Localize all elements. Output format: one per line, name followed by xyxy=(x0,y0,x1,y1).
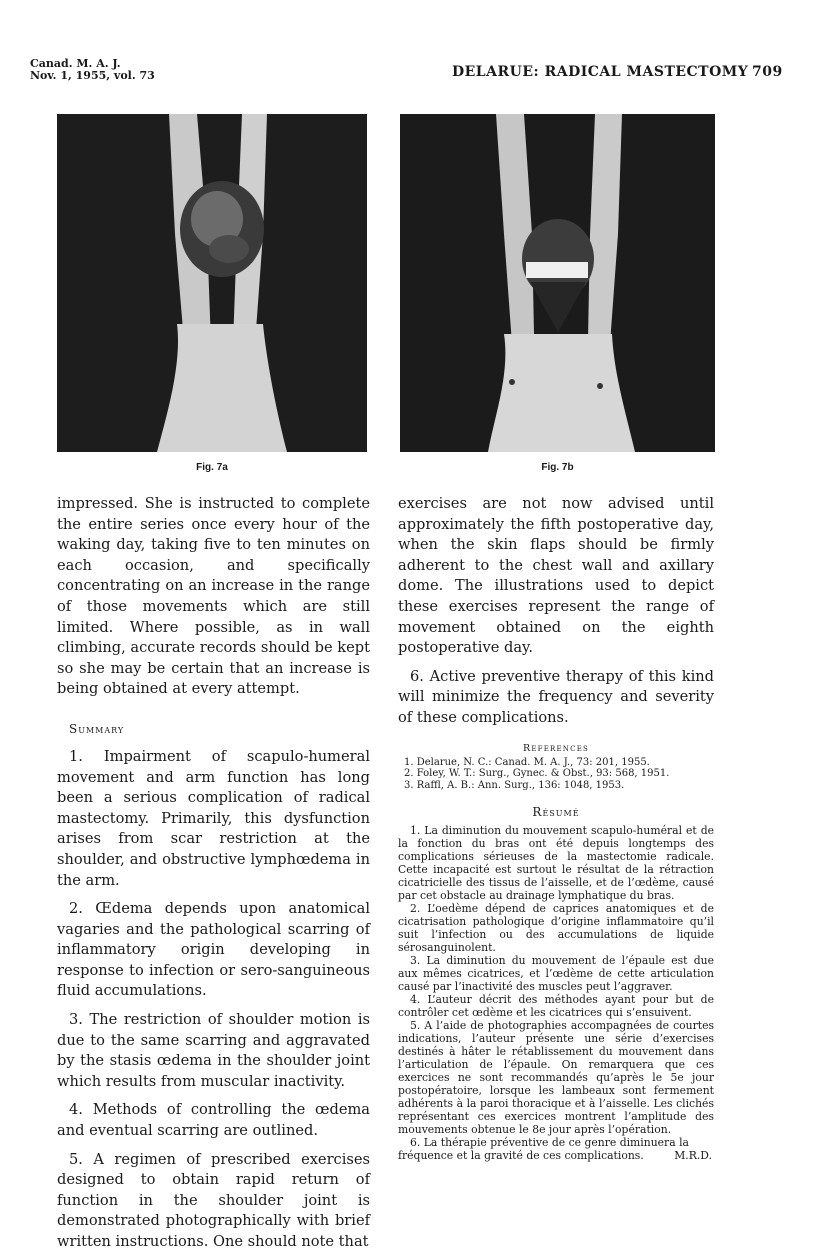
figure-7a-caption: Fig. 7a xyxy=(196,462,228,473)
summary-item-1: 1. Impairment of scapulo-humeral movement and arm function has long been a serious complication of radical mastectomy. Primarily, this dysfunction arises from scar restriction at the shoulder, and obstructive lymphœdema in the arm. xyxy=(57,747,370,889)
author-signature: M.R.D. xyxy=(674,1149,712,1163)
resume-item-1: 1. La diminution du mouvement scapulo-huméral et de la fonction du bras ont été depuis longtemps des complications sérieuses de la mastectomie radicale. Cette incapacité est surtout le résultat de la rétraction cicatricielle des tissus de l’aisselle, et de l’œdème, causé par cet obstacle au drainage lymphatique du bras. xyxy=(398,824,714,903)
resume-heading: Résumé xyxy=(532,805,580,820)
resume-item-3: 3. La diminution du mouvement de l’épaule est due aux mêmes cicatrices, et l’œdème de cette articulation causé par l’inactivité des muscles peut l’aggraver. xyxy=(398,954,714,994)
summary-item-2: 2. Œdema depends upon anatomical vagaries and the pathological scarring of inflammatory origin developing in response to infection or sero-sanguineous fluid accumulations. xyxy=(57,900,370,1000)
figure-7a-image xyxy=(57,114,367,452)
figure-7b-caption: Fig. 7b xyxy=(541,462,574,473)
journal-line-2: Nov. 1, 1955, vol. 73 xyxy=(30,69,155,82)
figure-7b-image xyxy=(400,114,715,452)
summary-item-3: 3. The restriction of shoulder motion is due to the same scarring and aggravated by the stasis œdema in the shoulder joint which results from muscular inactivity. xyxy=(57,1011,370,1090)
reference-1: 1. Delarue, N. C.: Canad. M. A. J., 73: 201, 1955. xyxy=(404,756,650,768)
resume-item-6-text: 6. La thérapie préventive de ce genre diminuera la fréquence et la gravité de ces complications. xyxy=(398,1136,689,1163)
summary-item-6: 6. Active preventive therapy of this kind will minimize the frequency and severity of these complications. xyxy=(398,667,714,726)
references-heading: References xyxy=(523,742,589,754)
left-column xyxy=(57,494,370,1253)
intro-paragraph: impressed. She is instructed to complete the entire series once every hour of the waking day, taking five to ten minutes on each occasion, and specifically concentrating on an increase in the range of those movements which are still limited. Where possible, as in wall climbing, accurate records should be kept so she may be certain that an increase is being obtained at every attempt. xyxy=(57,495,370,698)
running-title: DELARUE: RADICAL MASTECTOMY xyxy=(452,64,749,80)
journal-line-1: Canad. M. A. J. xyxy=(30,57,121,70)
figure-7a-photo xyxy=(57,114,367,452)
summary-heading: Summary xyxy=(69,721,125,736)
resume-list xyxy=(398,824,714,1162)
summary-item-5: 5. A regimen of prescribed exercises designed to obtain rapid return of function in the shoulder joint is demonstrated photographically with brief written instructions. One should note that xyxy=(57,1150,370,1250)
reference-3: 3. Raffl, A. B.: Ann. Surg., 136: 1048, 1953. xyxy=(404,779,625,791)
references-list xyxy=(398,757,714,792)
continued-paragraph: exercises are not now advised until approximately the fifth postoperative day, when the skin flaps should be firmly adherent to the chest wall and axillary dome. The illustrations used to depict these exercises represent the range of movement obtained on the eighth postoperative day. xyxy=(398,495,714,657)
reference-2: 2. Foley, W. T.: Surg., Gynec. & Obst., 93: 568, 1951. xyxy=(404,768,670,780)
journal-citation xyxy=(30,58,155,82)
resume-item-5: 5. A l’aide de photographies accompagnées de courtes indications, l’auteur présente une série d’exercises destinés à hâter le rétablissement du mouvement dans l’articulation de l’épaule. On remarquera que ces exercices ne sont recommandés qu’après le 5e jour postopératoire, lorsque les lambeaux sont fermement adhérents à la paroi thoracique et à l’aisselle. Les clichés représentant ces exercices montrent l’amplitude des mouvements obtenue le 8e jour après l’opération. xyxy=(398,1019,714,1137)
page-number: 709 xyxy=(752,64,783,80)
resume-item-4: 4. L’auteur décrit des méthodes ayant pour but de contrôler cet œdème et les cicatrices qui s’ensuivent. xyxy=(398,993,714,1020)
figure-7b-photo xyxy=(400,114,715,452)
summary-item-4: 4. Methods of controlling the œdema and eventual scarring are outlined. xyxy=(57,1101,370,1140)
resume-item-2: 2. L’oedème dépend de caprices anatomiques et de cicatrisation pathologique d’origine inflammatoire qu’il suit l’infection ou des accumulations de liquide sérosanguinolent. xyxy=(398,902,714,955)
resume-item-6 xyxy=(398,1136,714,1162)
right-column xyxy=(398,494,714,1162)
